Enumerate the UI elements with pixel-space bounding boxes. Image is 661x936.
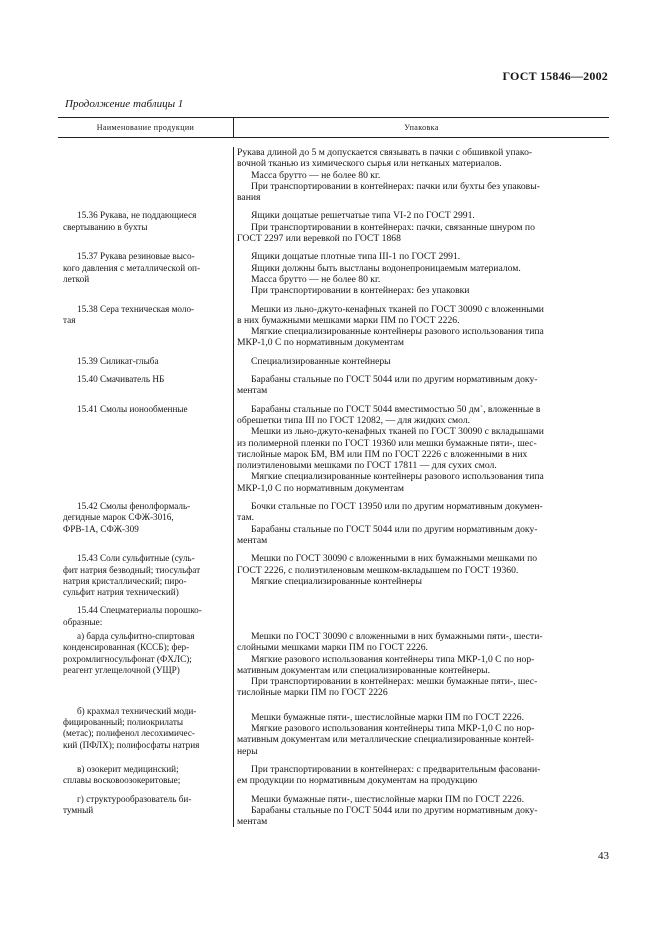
table-row [58,251,609,296]
packaging-line: Мешки по ГОСТ 30090 с вложенными в них бумажными пяти-, шести- [251,630,543,642]
packaging-line: Масса брутто — не более 80 кг. [251,169,381,181]
product-name-line: 15.39 Силикат-глыба [77,355,159,366]
packaging-line: Мешки из льно-джуто-кенафных тканей по ГОСТ 30090 с вкладышами [251,426,544,438]
product-name-line: леткой [63,273,90,284]
packaging-line: вания [237,192,261,204]
packaging-cell [228,356,609,367]
product-name-line: ФРВ-1А, СФЖ-309 [63,523,139,534]
packaging-line: вочной тканью из химического сырья или нетканых материалов. [237,158,502,170]
packaging-cell [228,404,609,494]
table-row [58,794,609,828]
packaging-line: При транспортировании в контейнерах: мешки бумажные пяти-, шес- [251,676,538,688]
product-name-line: (метас); полифенол лесохимичес- [63,728,195,739]
packaging-line: При транспортировании в контейнерах: пачки или бухты без упаковы- [251,180,540,192]
packaging-cell [228,251,609,296]
product-name-line: конденсированная (КССБ); фер- [63,642,190,653]
packaging-line: тислойные марки ПМ по ГОСТ 2226 [237,687,388,699]
product-name-line: тая [63,314,76,325]
product-name-cell [58,553,228,598]
packaging-line: Барабаны стальные по ГОСТ 5044 или по другим нормативным доку- [251,523,538,535]
packaging-line: Мягкие разового использования контейнеры типа МКР-1,0 С по нор- [251,723,535,735]
packaging-line: ем продукции по нормативным документам на продукцию [237,775,478,787]
packaging-line: ГОСТ 2226, с полиэтиленовым мешком-вкладышем по ГОСТ 19360. [237,564,519,576]
product-name-line: 15.40 Смачиватель НБ [77,374,165,385]
table-row [58,553,609,598]
column-header-product: Наименование продукции [96,123,195,132]
packaging-cell [228,374,609,397]
table-row [58,304,609,349]
packaging-line: мативным документам или металлические специализированные контей- [237,734,535,746]
packaging-line: Мешки бумажные пяти-, шестислойные марки ПМ по ГОСТ 2226. [251,711,525,723]
product-name-line: фицированный; полиокрилаты [63,717,184,728]
table-row [58,404,609,494]
table-body [58,147,609,827]
packaging-line: мативным документам или специализированные контейнеры. [237,664,491,676]
packaging-table [58,117,609,834]
packaging-line: Мягкие специализированные контейнеры разового использования типа [251,326,544,338]
packaging-cell [228,764,609,787]
product-name-line: 15.37 Рукава резиновые высо- [77,251,195,262]
packaging-line: Барабаны стальные по ГОСТ 5044 или по другим нормативным доку- [251,804,538,816]
packaging-line: слойными мешками марки ПМ по ГОСТ 2226. [237,642,428,654]
table-row [58,147,609,203]
packaging-cell [228,147,609,203]
product-name-cell [58,210,228,244]
packaging-line: МКР-1,0 С по нормативным документам [237,337,404,349]
packaging-line: Мешки по ГОСТ 30090 с вложенными в них бумажными мешками по [251,553,538,565]
product-name-line: тумный [63,804,94,815]
product-name-cell [58,764,228,787]
packaging-line: Мягкие разового использования контейнеры типа МКР-1,0 С по нор- [251,653,535,665]
packaging-line: Мягкие специализированные контейнеры разового использования типа [251,471,544,483]
product-name-cell [58,251,228,296]
product-name-line: свертыванию в бухты [63,221,148,232]
packaging-line: там. [237,512,255,524]
product-name-line: образные: [63,616,103,627]
product-name-line: а) барда сульфитно-спиртовая [77,630,195,641]
product-name-line: сульфит натрия технический) [63,587,179,598]
product-name-cell [58,374,228,397]
packaging-cell [228,210,609,244]
table-continuation-caption: Продолжение таблицы 1 [65,98,184,110]
page-number: 43 [598,850,609,862]
product-name-line: фит натрия безводный; тиосульфат [63,564,201,575]
product-name-cell [58,304,228,349]
table-row [58,631,609,699]
product-name-line: 15.42 Смолы фенолформаль- [77,501,191,512]
document-code: ГОСТ 15846—2002 [502,69,608,83]
packaging-line: тислойные марок БМ, ВМ или ПМ по ГОСТ 2226 с вложенными в них [237,448,528,460]
packaging-line: Барабаны стальные по ГОСТ 5044 вместимостью 50 дм`, вложенные в [251,403,541,415]
packaging-line: Мешки бумажные пяти-, шестислойные марки ПМ по ГОСТ 2226. [251,793,525,805]
packaging-line: Ящики дощатые решетчатые типа VI-2 по ГОСТ 2991. [251,210,475,222]
product-name-cell [58,631,228,699]
table-row [58,764,609,787]
packaging-cell [228,304,609,349]
product-name-cell [58,147,228,203]
product-name-line: рохромлигносульфонат (ФХЛС); [63,653,192,664]
product-name-line: кий (ПФЛХ); полифосфаты натрия [63,739,200,750]
packaging-line: Мягкие специализированные контейнеры [251,575,422,587]
packaging-line: Специализированные контейнеры [251,355,391,367]
packaging-line: в них бумажными мешками марки ПМ по ГОСТ 2226. [237,314,460,326]
packaging-line: При транспортировании в контейнерах: без упаковки [251,285,470,297]
product-name-cell [58,356,228,367]
packaging-cell [228,706,609,757]
product-name-cell [58,501,228,546]
product-name-cell [58,794,228,828]
packaging-line: полиэтиленовыми мешками по ГОСТ 17811 — для сухих смол. [237,460,497,472]
table-row [58,374,609,397]
product-name-cell [58,404,228,494]
packaging-line: Ящики дощатые плотные типа III-1 по ГОСТ 2991. [251,251,461,263]
product-name-line: кого давления с металлической оп- [63,262,201,273]
packaging-line: При транспортировании в контейнерах: пачки, связанные шнуром по [251,221,535,233]
product-name-cell [58,605,228,628]
product-name-line: реагент углещелочной (УЩР) [63,664,180,675]
product-name-line: в) озокерит медицинский; [77,763,179,774]
packaging-line: из полимерной пленки по ГОСТ 19360 или мешки бумажные пяти-, шес- [237,437,537,449]
product-name-line: натрия кристаллический; пиро- [63,575,187,586]
packaging-line: МКР-1,0 С по нормативным документам [237,482,404,494]
packaging-line: ментам [237,816,268,828]
packaging-line: Барабаны стальные по ГОСТ 5044 или по другим нормативным доку- [251,374,538,386]
packaging-line: неры [237,745,258,757]
packaging-line: ментам [237,534,268,546]
column-header-packaging: Упаковка [233,118,609,137]
packaging-line: ментам [237,385,268,397]
product-name-line: сплавы восковоозокеритовые; [63,775,181,786]
packaging-line: ГОСТ 2297 или веревкой по ГОСТ 1868 [237,233,401,245]
product-name-line: дегидные марок СФЖ-3016, [63,512,174,523]
packaging-line: При транспортировании в контейнерах: с предварительным фасовани- [251,763,541,775]
product-name-line: 15.44 Спецматериалы порошко- [77,605,202,616]
table-row [58,605,609,628]
table-row [58,356,609,367]
table-row [58,706,609,757]
product-name-line: 15.38 Сера техническая моло- [77,303,195,314]
packaging-line: Бочки стальные по ГОСТ 13950 или по другим нормативным докумен- [251,501,543,513]
table-row [58,210,609,244]
packaging-line: обрешетки типа III по ГОСТ 12082, — для жидких смол. [237,414,471,426]
table-header [58,117,609,138]
product-name-line: 15.36 Рукава, не поддающиеся [77,210,197,221]
packaging-line: Ящики должны быть выстланы водонепроницаемым материалом. [251,262,521,274]
packaging-cell [228,605,609,628]
packaging-cell [228,794,609,828]
product-name-line: г) структурообразователь би- [77,793,192,804]
table-row [58,501,609,546]
product-name-cell [58,706,228,757]
packaging-line: Мешки из льно-джуто-кенафных тканей по ГОСТ 30090 с вложенными [251,303,544,315]
packaging-line: Рукава длиной до 5 м допускается связывать в пачки с обшивкой упако- [237,147,533,158]
packaging-cell [228,553,609,598]
product-name-line: 15.43 Соли сульфитные (суль- [77,553,195,564]
product-name-line: б) крахмал технический моди- [77,705,197,716]
packaging-cell [228,631,609,699]
product-name-line: 15.41 Смолы ионообменные [77,403,188,414]
packaging-cell [228,501,609,546]
packaging-line: Масса брутто — не более 80 кг. [251,273,381,285]
